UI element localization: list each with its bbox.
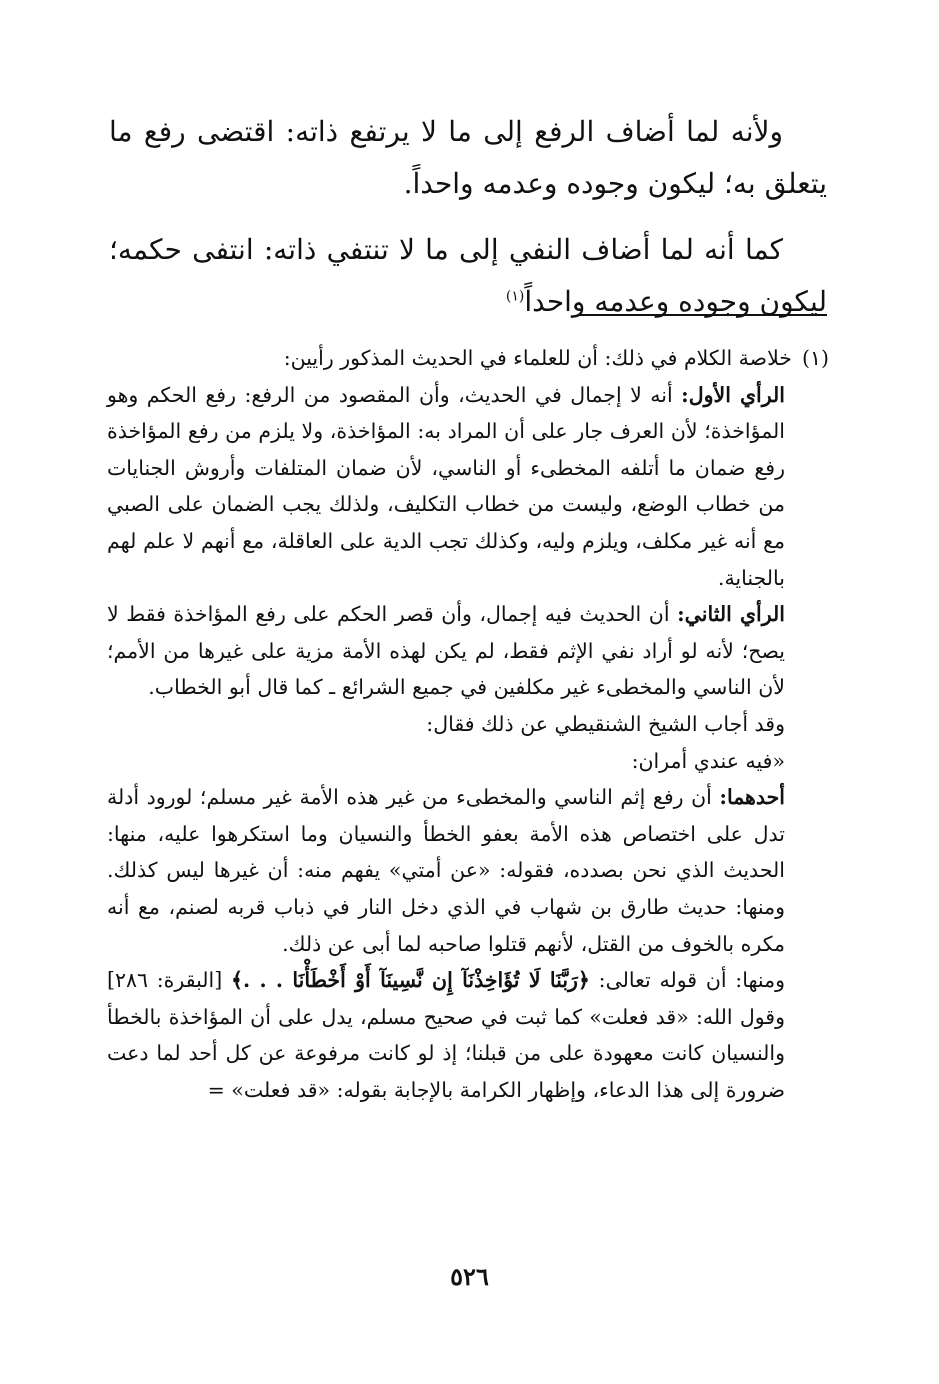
- two-matters: [107, 743, 829, 780]
- page-number: ٥٢٦: [450, 1262, 489, 1291]
- verse-paragraph: [107, 962, 829, 1108]
- opinion-1-heading: الرأي الأول:: [681, 382, 785, 407]
- shinqiti-intro: [107, 706, 829, 743]
- footnote-number: (١): [801, 346, 829, 370]
- quran-verse: ﴿رَبَّنَا لَا تُؤَاخِذْنَآ إِن نَّسِينَآ أَوْ أَخْطَأْنَا . . .﴾: [230, 968, 590, 993]
- opinion-1: [107, 377, 829, 597]
- opinion-2: [107, 596, 829, 706]
- footnote-reference: (١): [505, 288, 525, 305]
- main-paragraph-1: [109, 106, 827, 210]
- first-matter-heading: أحدهما:: [719, 785, 785, 810]
- shinqiti-intro-text: وقد أجاب الشيخ الشنقيطي عن ذلك فقال:: [426, 711, 785, 736]
- opinion-2-heading: الرأي الثاني:: [677, 602, 785, 627]
- main-paragraph-1-text: ولأنه لما أضاف الرفع إلى ما لا يرتفع ذاته: اقتضى رفع ما يتعلق به؛ ليكون وجوده وعدمه واحداً.: [109, 115, 827, 200]
- main-paragraph-2: [109, 224, 827, 328]
- footnote-separator: [579, 314, 827, 316]
- main-text: [109, 106, 827, 342]
- verse-intro: ومنها: أن قوله تعالى:: [589, 968, 785, 993]
- opinion-1-text: أنه لا إجمال في الحديث، وأن المقصود من الرفع: رفع الحكم وهو المؤاخذة؛ لأن العرف جار على أن المراد به: المؤاخذة، ولا يلزم من رفع المؤاخذة رفع ضمان ما أتلفه المخطىء أو الناسي، لأن ضمان المتلفات وأروش الجنايات من خطاب الوضع، وليست من خطاب التكليف، ولذلك يجب الضمان على الصبي مع أنه غير مكلف، ويلزم وليه، وكذلك تجب الدية على العاقلة، مع أنهم لا علم لهم بالجناية.: [107, 382, 785, 590]
- main-paragraph-2-text: كما أنه لما أضاف النفي إلى ما لا تنتفي ذاته: انتفى حكمه؛ ليكون وجوده وعدمه واحداً: [109, 233, 827, 318]
- verse-continuation: [البقرة: ٢٨٦] وقول الله: «قد فعلت» كما ثبت في صحيح مسلم، يدل على أن المؤاخذة بالخطأ والنسيان كانت معهودة على من قبلنا؛ إذ لو كانت مرفوعة عن كل أحد لما دعت ضرورة إلى هذا الدعاء، وإظهار الكرامة بالإجابة بقوله: «قد فعلت» =: [107, 968, 785, 1102]
- first-matter: [107, 779, 829, 962]
- footnote-intro: [107, 340, 829, 377]
- opinion-2-text: أن الحديث فيه إجمال، وأن قصر الحكم على رفع المؤاخذة فقط لا يصح؛ لأنه لو أراد نفي الإثم فقط، لم يكن لهذه الأمة مزية على غيرها من الأمم؛ لأن الناسي والمخطىء غير مكلفين في جميع الشرائع ـ كما قال أبو الخطاب.: [107, 602, 785, 700]
- footnote-intro-text: خلاصة الكلام في ذلك: أن للعلماء في الحديث المذكور رأيين:: [283, 346, 792, 370]
- footnotes: [107, 340, 829, 1108]
- two-matters-text: «فيه عندي أمران:: [631, 748, 785, 773]
- first-matter-text: أن رفع إثم الناسي والمخطىء من غير هذه الأمة غير مسلم؛ لورود أدلة تدل على اختصاص هذه الأمة بعفو الخطأ والنسيان وما استكرهوا عليه، منها: الحديث الذي نحن بصدده، فقوله: «عن أمتي» يفهم منه: أن غيرها ليس كذلك. ومنها: حديث طارق بن شهاب في الذي دخل النار في ذباب قربه لصنم، مع أنه مكره بالخوف من القتل، لأنهم قتلوا صاحبه لما أبى عن ذلك.: [107, 785, 785, 956]
